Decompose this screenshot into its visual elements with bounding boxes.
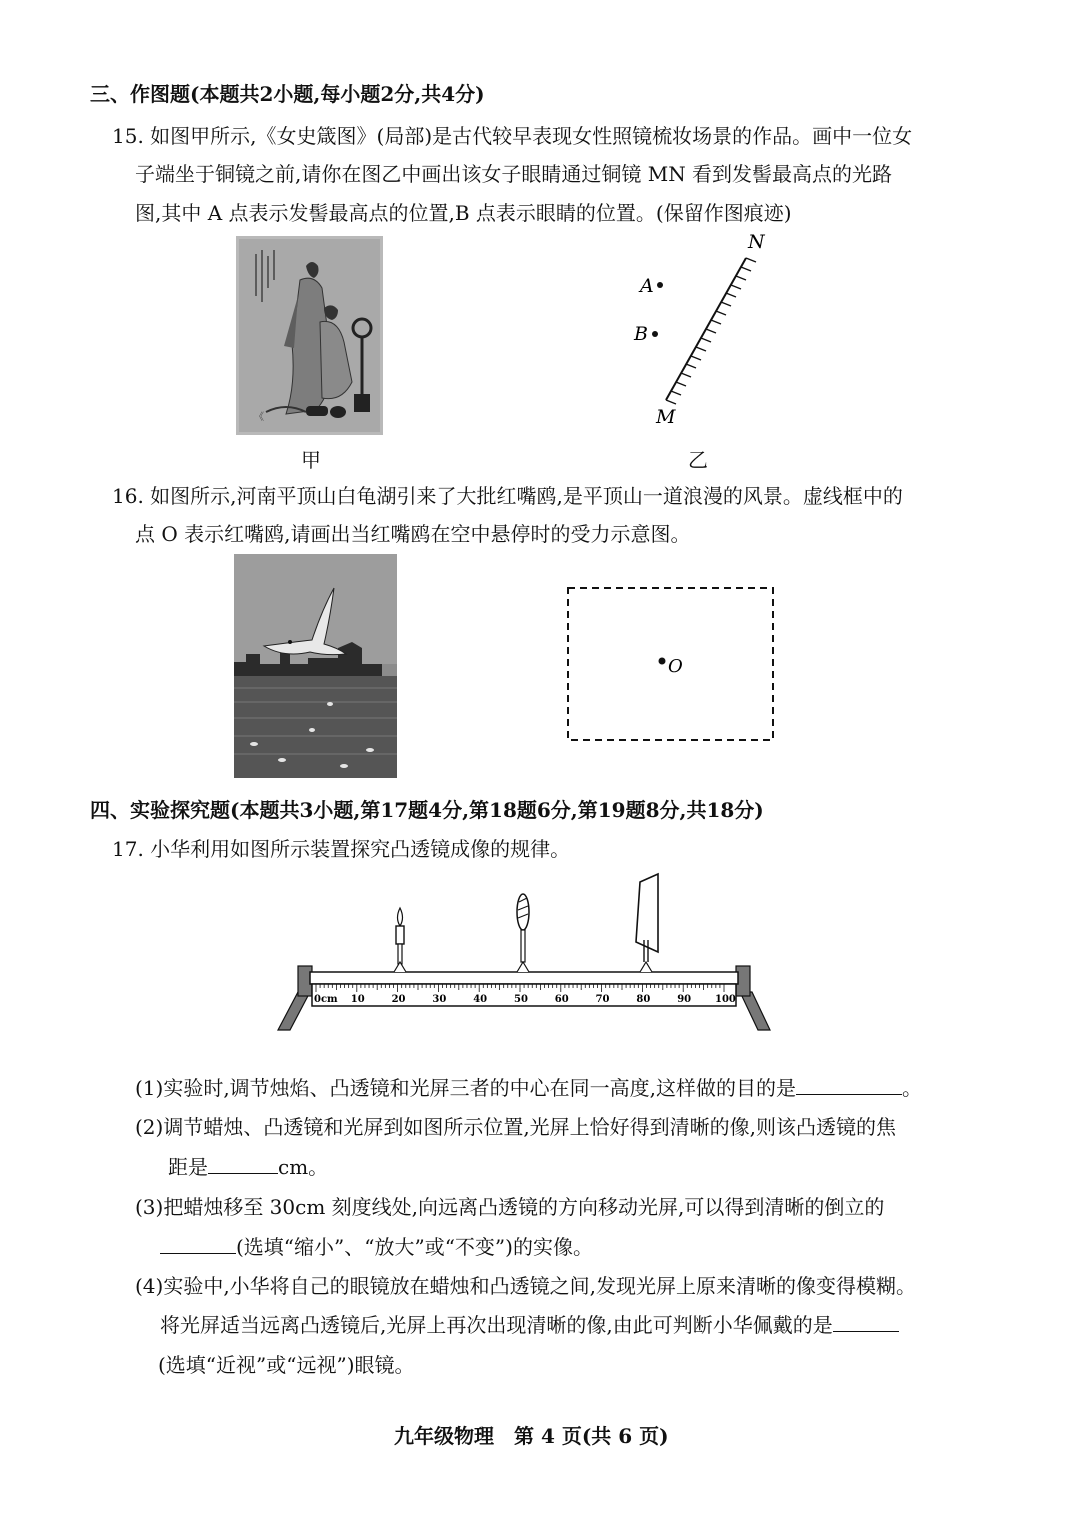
- ruler-label: 60: [554, 994, 569, 1005]
- q17-part4-text: 将光屏适当远离凸透镜后,光屏上再次出现清晰的像,由此可判断小华佩戴的是: [160, 1313, 833, 1337]
- q17-part3-line1: (3)把蜡烛移至 30cm 刻度线处,向远离凸透镜的方向移动光屏,可以得到清晰的倒立的: [135, 1195, 885, 1219]
- q15-line1: 15. 如图甲所示,《女史箴图》(局部)是古代较早表现女性照镜梳妆场景的作品。画中一位女: [112, 124, 913, 148]
- candle: [394, 908, 406, 972]
- point-b: [652, 331, 658, 337]
- q17-part2-line1: (2)调节蜡烛、凸透镜和光屏到如图所示位置,光屏上恰好得到清晰的像,则该凸透镜的焦: [135, 1115, 897, 1139]
- label-m: M: [656, 406, 676, 428]
- ruler-label: 10: [350, 994, 365, 1005]
- mirror-diagram: [620, 226, 790, 466]
- optical-bench: [270, 868, 780, 1038]
- label-b: B: [634, 323, 648, 345]
- q16-line1: 16. 如图所示,河南平顶山白龟湖引来了大批红嘴鸥,是平顶山一道浪漫的风景。虚线框中的: [112, 484, 903, 508]
- page-footer: 九年级物理 第 4 页(共 6 页): [394, 1424, 669, 1448]
- ruler-label: 40: [473, 994, 488, 1005]
- q17-part2-line2: [168, 1153, 328, 1181]
- ruler-label: 90: [677, 994, 692, 1005]
- q17-part4-line2: [160, 1311, 899, 1339]
- q17-part2-blank[interactable]: [208, 1153, 278, 1174]
- section3-title: 三、作图题(本题共2小题,每小题2分,共4分): [90, 82, 485, 106]
- convex-lens: [517, 894, 529, 972]
- q17-part1-end: 。: [902, 1076, 923, 1100]
- ruler-label: 0cm: [314, 994, 338, 1005]
- q17-part3-line2: [160, 1233, 593, 1261]
- ruler-label: 80: [636, 994, 651, 1005]
- label-a: A: [640, 275, 654, 297]
- ruler-label: 70: [595, 994, 610, 1005]
- section4-title: 四、实验探究题(本题共3小题,第17题4分,第18题6分,第19题8分,共18分): [90, 798, 764, 822]
- point-o: [659, 658, 666, 665]
- gull-photo: [234, 554, 397, 778]
- q17-part1-text: (1)实验时,调节烛焰、凸透镜和光屏三者的中心在同一高度,这样做的目的是: [135, 1076, 797, 1100]
- mirror-hatching: [666, 258, 756, 404]
- bench-leg-left: [278, 992, 310, 1030]
- figure-caption-yi: 乙: [688, 448, 708, 472]
- q17-part4-line1: (4)实验中,小华将自己的眼镜放在蜡烛和凸透镜之间,发现光屏上原来清晰的像变得模糊。: [135, 1274, 917, 1298]
- q17-part4-blank[interactable]: [833, 1311, 899, 1332]
- ruler-label: 20: [391, 994, 406, 1005]
- q17-intro: 17. 小华利用如图所示装置探究凸透镜成像的规律。: [112, 837, 571, 861]
- ruler-label: 100: [715, 994, 736, 1005]
- ruler-label: 50: [514, 994, 528, 1005]
- q17-part2-prefix: 距是: [168, 1155, 208, 1179]
- figure-caption-jia: 甲: [301, 448, 321, 472]
- q15-line2: 子端坐于铜镜之前,请你在图乙中画出该女子眼睛通过铜镜 MN 看到发髻最高点的光路: [135, 162, 893, 186]
- q17-part1: [135, 1074, 922, 1102]
- ruler-label: 30: [432, 994, 447, 1005]
- svg-text:《: 《: [254, 412, 264, 423]
- q17-part4-line3: (选填“近视”或“远视”)眼镜。: [158, 1353, 415, 1377]
- light-screen: [636, 874, 658, 972]
- bench-leg-right: [740, 992, 770, 1030]
- point-a: [657, 282, 663, 288]
- bench-rail: [310, 972, 738, 984]
- painting-image: [236, 236, 383, 435]
- q17-part1-blank[interactable]: [796, 1074, 902, 1095]
- q17-part3-suffix: (选填“缩小”、“放大”或“不变”)的实像。: [236, 1235, 593, 1259]
- q17-part3-blank[interactable]: [160, 1233, 236, 1254]
- force-diagram-box: [566, 586, 776, 743]
- label-n: N: [748, 231, 765, 253]
- q16-line2: 点 O 表示红嘴鸥,请画出当红嘴鸥在空中悬停时的受力示意图。: [135, 522, 691, 546]
- q15-line3: 图,其中 A 点表示发髻最高点的位置,B 点表示眼睛的位置。(保留作图痕迹): [135, 201, 792, 225]
- q17-part2-suffix: cm。: [278, 1155, 329, 1179]
- label-o: O: [668, 656, 683, 677]
